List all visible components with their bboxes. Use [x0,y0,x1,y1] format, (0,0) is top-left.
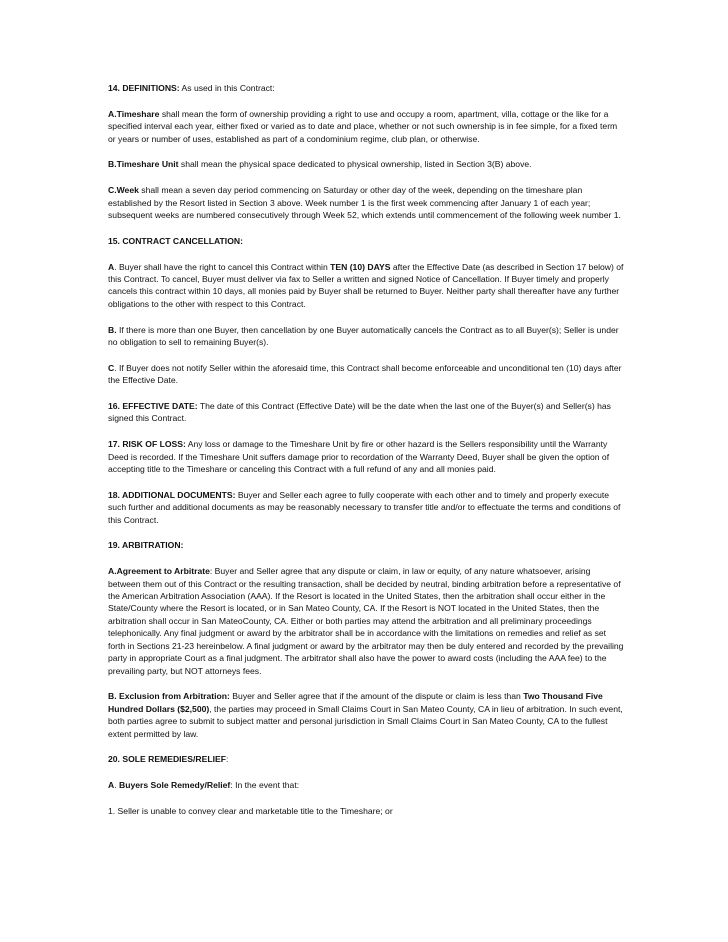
section-20-item-1-text: 1. Seller is unable to convey clear and marketable title to the Timeshare; or [108,805,393,816]
section-14-intro: As used in this Contract: [179,83,275,93]
section-19-b [108,690,624,740]
section-19-a-text: : Buyer and Seller agree that any dispute or claim, in law or equity, of any nature whatsoever, arising between them out of this Contract or the resulting transaction, shall be decided by neutral, binding arbitration before a representative of the American Arbitration Association (AAA). If the Resort is located in the United States, then the arbitration shall occur either in the State/County where the Resort is located, or in San Mateo County, CA. If the Resort is NOT located in the United States, then the arbitration shall occur in San MateoCounty, CA. Either or both parties may attend the arbitration and all preliminary proceedings telephonically. Any final judgment or award by the arbitrator shall be in accordance with the limitations on remedies and relief as set forth in Sections 21-23 hereinbelow. A final judgment or award by the arbitrator may then be duly entered and recorded by the prevailing party in appropriate Court as a final judgment. The arbitrator shall also have the power to award costs (including the AAA fee) to the prevailing party, but NOT attorneys fees. [108,566,624,676]
section-20-a-label: A [108,780,115,791]
definition-week [108,184,624,221]
definition-timeshare-unit-text: shall mean the physical space dedicated to physical ownership, listed in Section 3(B) above. [178,159,532,170]
section-18-title: 18. ADDITIONAL DOCUMENTS: [108,489,236,500]
section-15-a-label: A [108,261,115,272]
section-19-b-bold: Two Thousand Five Hundred Dollars ($2,500) [108,691,603,714]
section-20-a-text: : In the event that: [230,780,300,791]
section-20-a [108,779,624,791]
section-18 [108,489,624,526]
section-15-a-text-2: after the Effective Date (as described in Section 17 below) of this Contract. To cancel, Buyer must deliver via fax to Seller a written and signed Notice of Cancellation. If Buyer timely and properly cancels this contract within 10 days, all monies paid by Buyer shall be returned to Buyer. Neither party shall thereafter have any further obligations to the other with respect to this Contract. [108,261,624,309]
section-14-title: 14. DEFINITIONS: [108,83,180,93]
section-15-c-label: C [108,362,115,373]
section-15-a-bold: TEN (10) DAYS [330,261,391,272]
section-20-colon: : [225,754,229,765]
section-19-b-label: B. Exclusion from Arbitration: [108,691,230,702]
section-17-text: Any loss or damage to the Timeshare Unit by fire or other hazard is the Sellers responsibility until the Warranty Deed is recorded. If the Timeshare Unit suffers damage prior to recordation of the Warranty Deed, Buyer shall be given the option of accepting title to the Timeshare or canceling this Contract with a full refund of any and all monies paid. [108,439,610,475]
definition-week-text: shall mean a seven day period commencing on Saturday or other day of the week, depending on the timeshare plan established by the Resort listed in Section 3 above. Week number 1 is the first week commencing after January 1 of each year; subsequent weeks are numbered consecutively through Week 52, which extends until commencement of the following week number 1. [108,185,621,221]
section-19-heading [108,539,624,551]
section-15-title: 15. CONTRACT CANCELLATION: [108,235,243,246]
section-14-heading [108,82,624,94]
section-15-c [108,362,624,387]
section-20-item-1 [108,805,624,817]
section-19-a [108,565,624,677]
section-20-heading [108,753,624,765]
section-16 [108,400,624,425]
section-15-b-label: B. [108,324,117,335]
section-19-a-label: A.Agreement to Arbitrate [108,566,210,577]
definition-timeshare-unit [108,158,624,170]
section-15-a [108,261,624,311]
definition-timeshare-text: shall mean the form of ownership providing a right to use and occupy a room, apartment, villa, cottage or the like for a specified interval each year, either fixed or varied as to date and place, whether or not such ownership is in fee simple, for a fixed term or years or number of uses, established as part of a condominium regime, club plan, or otherwise. [108,108,618,144]
section-20-a-separator: . [114,780,119,791]
section-15-a-text-1: . Buyer shall have the right to cancel this Contract within [114,261,331,272]
definition-week-term: C.Week [108,185,139,196]
section-20-title: 20. SOLE REMEDIES/RELIEF [108,754,226,765]
section-16-text: The date of this Contract (Effective Date) will be the date when the last one of the Buyer(s) and Seller(s) has signed this Contract. [108,401,611,424]
section-16-title: 16. EFFECTIVE DATE: [108,401,198,412]
section-18-text: Buyer and Seller each agree to fully cooperate with each other and to timely and properly execute such further and additional documents as may be reasonably necessary to transfer title and/or to effectuate the terms and conditions of this Contract. [108,489,621,525]
section-19-title: 19. ARBITRATION: [108,540,184,551]
definition-timeshare-unit-term: B.Timeshare Unit [108,159,179,170]
section-15-b-text: If there is more than one Buyer, then cancellation by one Buyer automatically cancels the Contract as to all Buyer(s); Seller is under no obligation to sell to remaining Buyer(s). [108,324,619,348]
section-15-b [108,324,624,349]
definition-timeshare-term: A.Timeshare [108,108,160,119]
section-20-a-bold: Buyers Sole Remedy/Relief [119,780,231,791]
section-15-c-text: . If Buyer does not notify Seller within the aforesaid time, this Contract shall become enforceable and unconditional ten (10) days after the Effective Date. [108,362,622,386]
section-19-b-text-1: Buyer and Seller agree that if the amount of the dispute or claim is less than [229,691,524,702]
contract-text [108,82,624,831]
section-15-heading [108,235,624,247]
section-19-b-text-2: , the parties may proceed in Small Claims Court in San Mateo County, CA in lieu of arbitration. In such event, both parties agree to submit to subject matter and personal jurisdiction in Small Claims Court in San Mateo County, CA to the fullest extent permitted by law. [108,703,623,739]
definition-timeshare [108,108,624,145]
section-17-title: 17. RISK OF LOSS: [108,439,186,450]
section-17 [108,438,624,475]
